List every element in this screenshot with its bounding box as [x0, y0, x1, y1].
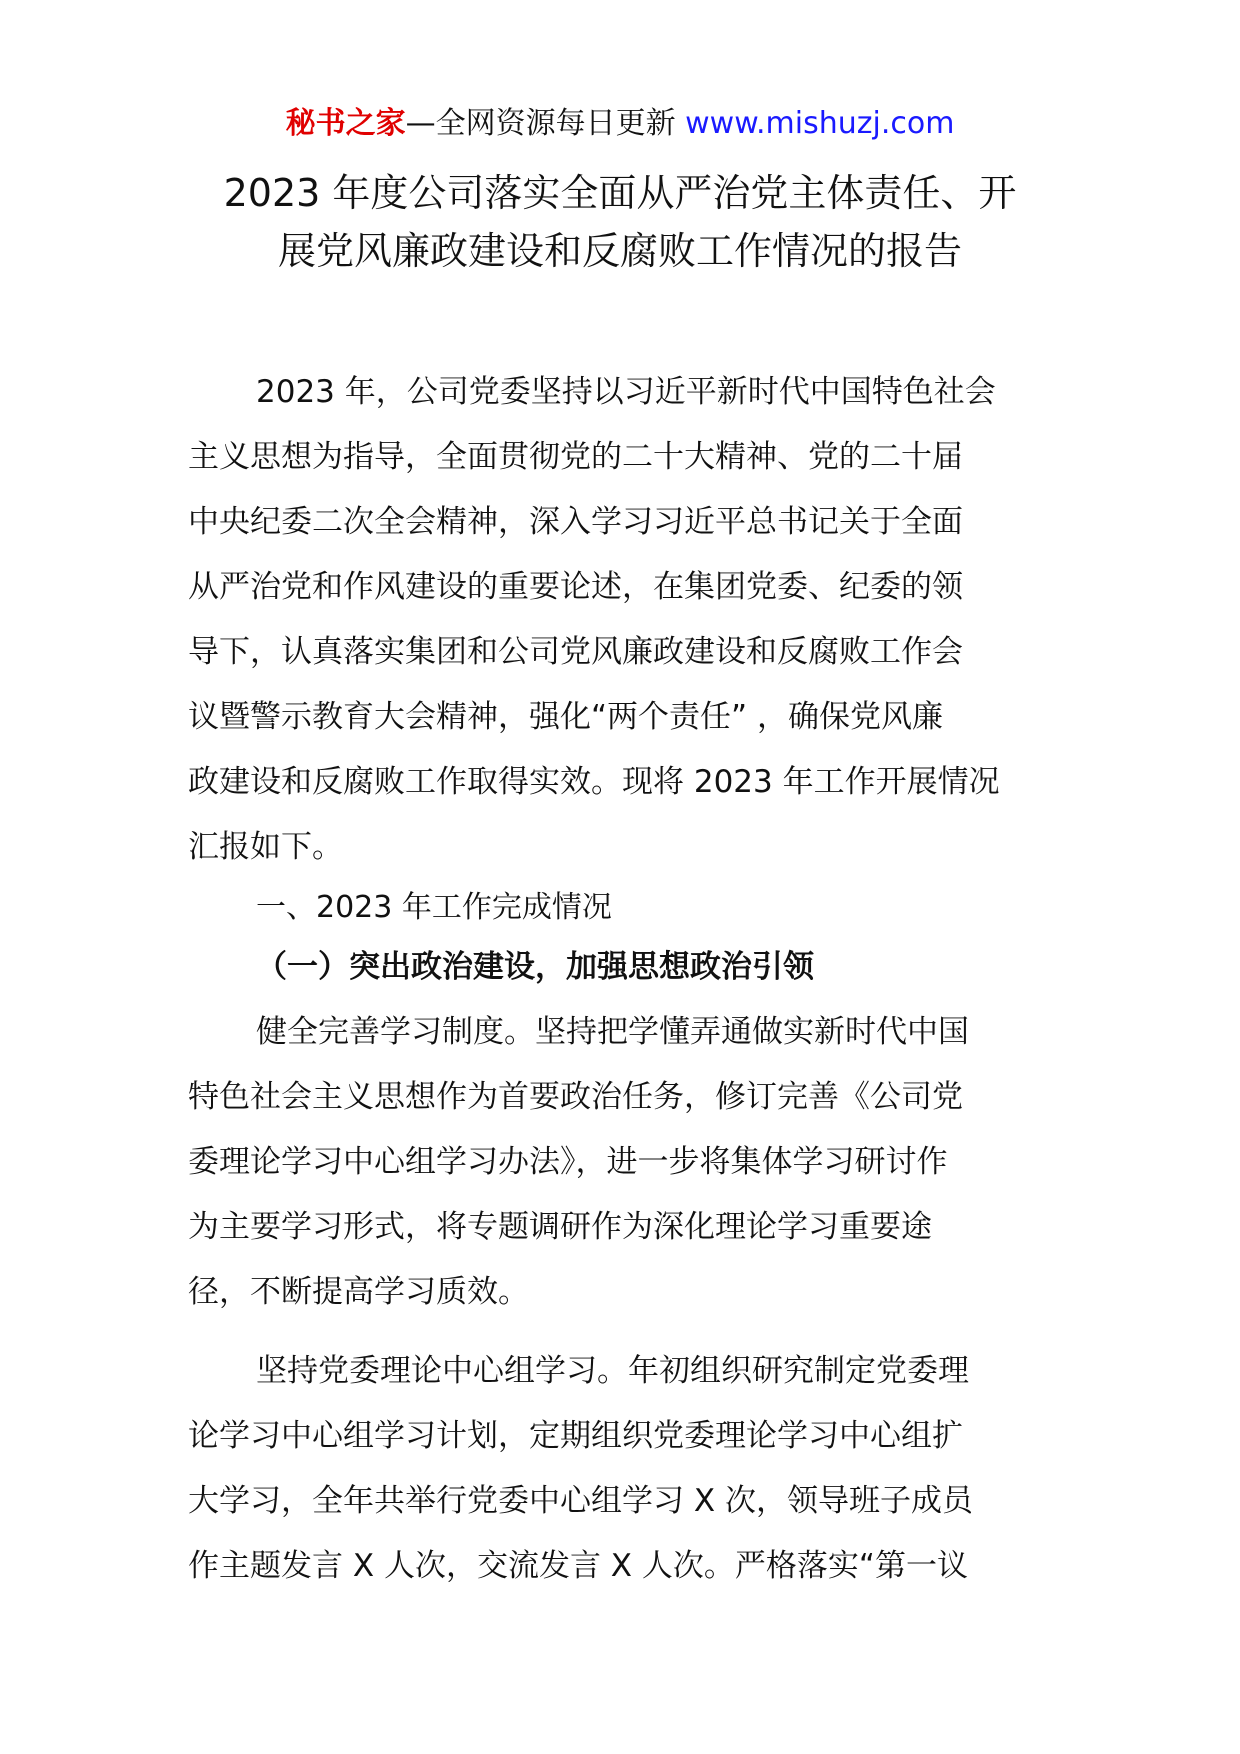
text-line: 作主题发言 X 人次，交流发言 X 人次。严格落实“第一议	[188, 1548, 968, 1584]
text-line: 主义思想为指导，全面贯彻党的二十大精神、党的二十届	[188, 439, 963, 475]
paragraph-gap	[188, 1325, 1058, 1339]
paragraph-intro	[188, 360, 1058, 880]
section-heading: 一、2023 年工作完成情况	[256, 890, 612, 925]
text-line: 径，不断提高学习质效。	[188, 1274, 529, 1310]
text-line: 大学习，全年共举行党委中心组学习 X 次，领导班子成员	[188, 1483, 973, 1519]
text-line: 坚持党委理论中心组学习。年初组织研究制定党委理	[256, 1353, 969, 1389]
text-line: 论学习中心组学习计划，定期组织党委理论学习中心组扩	[188, 1418, 963, 1454]
document-body	[188, 360, 1058, 1599]
text-line: 2023 年，公司党委坚持以习近平新时代中国特色社会	[256, 374, 996, 410]
header-tagline: —全网资源每日更新	[405, 106, 676, 141]
text-line: 特色社会主义思想作为首要政治任务，修订完善《公司党	[188, 1079, 963, 1115]
text-line: 政建设和反腐败工作取得实效。现将 2023 年工作开展情况	[188, 764, 1000, 800]
watermark-header	[0, 104, 1240, 144]
title-line: 2023 年度公司落实全面从严治党主体责任、开	[223, 171, 1017, 215]
text-line: 导下，认真落实集团和公司党风廉政建设和反腐败工作会	[188, 634, 963, 670]
text-line: 中央纪委二次全会精神，深入学习习近平总书记关于全面	[188, 504, 963, 540]
document-title	[180, 164, 1060, 280]
brand-name: 秘书之家	[285, 106, 406, 141]
text-line: 健全完善学习制度。坚持把学懂弄通做实新时代中国	[256, 1014, 969, 1050]
paragraph-central-group	[188, 1339, 1058, 1599]
subsection-heading: （一）突出政治建设，加强思想政治引领	[256, 949, 814, 985]
text-line: 汇报如下。	[188, 829, 343, 865]
title-line: 展党风廉政建设和反腐败工作情况的报告	[277, 229, 962, 273]
text-line: 议暨警示教育大会精神，强化“两个责任” ，确保党风廉	[188, 699, 943, 735]
paragraph-study-system	[188, 1000, 1058, 1325]
text-line: 委理论学习中心组学习办法》，进一步将集体学习研讨作	[188, 1144, 948, 1180]
header-url-link[interactable]: www.mishuzj.com	[685, 106, 955, 141]
text-line: 为主要学习形式，将专题调研作为深化理论学习重要途	[188, 1209, 932, 1245]
text-line: 从严治党和作风建设的重要论述，在集团党委、纪委的领	[188, 569, 963, 605]
